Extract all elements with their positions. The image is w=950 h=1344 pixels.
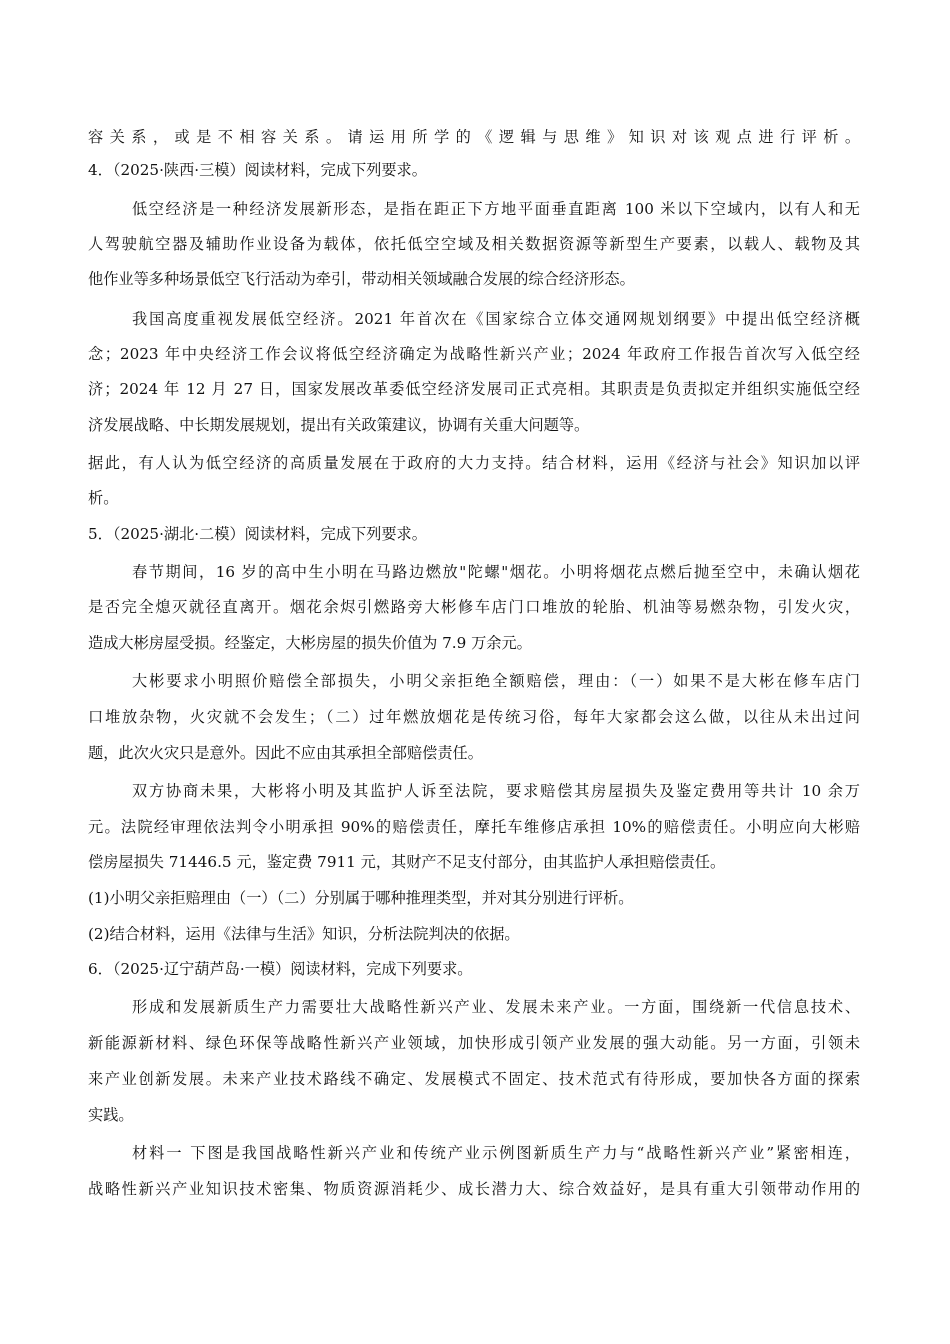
text-line: 他作业等多种场景低空飞行活动为牵引，带动相关领域融合发展的综合经济形态。	[88, 270, 635, 288]
text-line: 来产业创新发展。未来产业技术路线不确定、发展模式不固定、技术范式有待形成，要加快各方面的探索	[88, 1070, 860, 1088]
text-line: 题，此次火灾只是意外。因此不应由其承担全部赔偿责任。	[88, 744, 483, 762]
text-line: 念；2023 年中央经济工作会议将低空经济确定为战略性新兴产业；2024 年政府工作报告首次写入低空经	[88, 345, 860, 363]
text-line: 容关系，或是不相容关系。请运用所学的《逻辑与思维》知识对该观点进行评析。	[88, 128, 860, 146]
text-line: 据此，有人认为低空经济的高质量发展在于政府的大力支持。结合材料，运用《经济与社会》知识加以评	[88, 454, 860, 472]
text-line: 我国高度重视发展低空经济。2021 年首次在《国家综合立体交通网规划纲要》中提出低空经济概	[132, 310, 860, 328]
text-line: 大彬要求小明照价赔偿全部损失，小明父亲拒绝全额赔偿，理由：（一）如果不是大彬在修车店门	[132, 672, 860, 690]
text-line: 战略性新兴产业知识技术密集、物质资源消耗少、成长潜力大、综合效益好，是具有重大引领带动作用的	[88, 1180, 860, 1198]
text-line: 实践。	[88, 1106, 134, 1124]
text-line: 元。法院经审理依法判令小明承担 90%的赔偿责任，摩托车维修店承担 10%的赔偿责任。小明应向大彬赔	[88, 818, 860, 836]
text-line: 口堆放杂物，火灾就不会发生；（二）过年燃放烟花是传统习俗，每年大家都会这么做，以往从未出过问	[88, 708, 860, 726]
text-line: 济；2024 年 12 月 27 日，国家发展改革委低空经济发展司正式亮相。其职责是负责拟定并组织实施低空经	[88, 380, 860, 398]
text-line: 是否完全熄灭就径直离开。烟花余烬引燃路旁大彬修车店门口堆放的轮胎、机油等易燃杂物，引发火灾，	[88, 598, 860, 616]
text-line: 人驾驶航空器及辅助作业设备为载体，依托低空空域及相关数据资源等新型生产要素，以载人、载物及其	[88, 235, 860, 253]
text-line: 春节期间，16 岁的高中生小明在马路边燃放"陀螺"烟花。小明将烟花点燃后抛至空中，未确认烟花	[132, 563, 860, 581]
question-heading: 6．（2025·辽宁葫芦岛·一模）阅读材料，完成下列要求。	[88, 960, 473, 978]
text-line: 低空经济是一种经济发展新形态，是指在距正下方地平面垂直距离 100 米以下空域内，以有人和无	[132, 200, 860, 218]
text-line: 济发展战略、中长期发展规划，提出有关政策建议，协调有关重大问题等。	[88, 416, 590, 434]
text-line: 材料一 下图是我国战略性新兴产业和传统产业示例图新质生产力与“战略性新兴产业”紧密相连，	[132, 1144, 860, 1162]
question-heading: 4．（2025·陕西·三模）阅读材料，完成下列要求。	[88, 161, 427, 179]
sub-question: (2)结合材料，运用《法律与生活》知识，分析法院判决的依据。	[88, 925, 520, 943]
text-line: 形成和发展新质生产力需要壮大战略性新兴产业、发展未来产业。一方面，围绕新一代信息技术、	[132, 998, 860, 1016]
text-line: 新能源新材料、绿色环保等战略性新兴产业领域，加快形成引领产业发展的强大动能。另一方面，引领未	[88, 1034, 860, 1052]
text-line: 析。	[88, 489, 119, 507]
text-line: 造成大彬房屋受损。经鉴定，大彬房屋的损失价值为 7.9 万余元。	[88, 634, 532, 652]
text-line: 偿房屋损失 71446.5 元，鉴定费 7911 元，其财产不足支付部分，由其监护人承担赔偿责任。	[88, 853, 726, 871]
question-heading: 5．（2025·湖北·二模）阅读材料，完成下列要求。	[88, 525, 427, 543]
text-line: 双方协商未果，大彬将小明及其监护人诉至法院，要求赔偿其房屋损失及鉴定费用等共计 10 余万	[132, 782, 860, 800]
sub-question: (1)小明父亲拒赔理由（一）（二）分别属于哪种推理类型，并对其分别进行评析。	[88, 889, 634, 907]
